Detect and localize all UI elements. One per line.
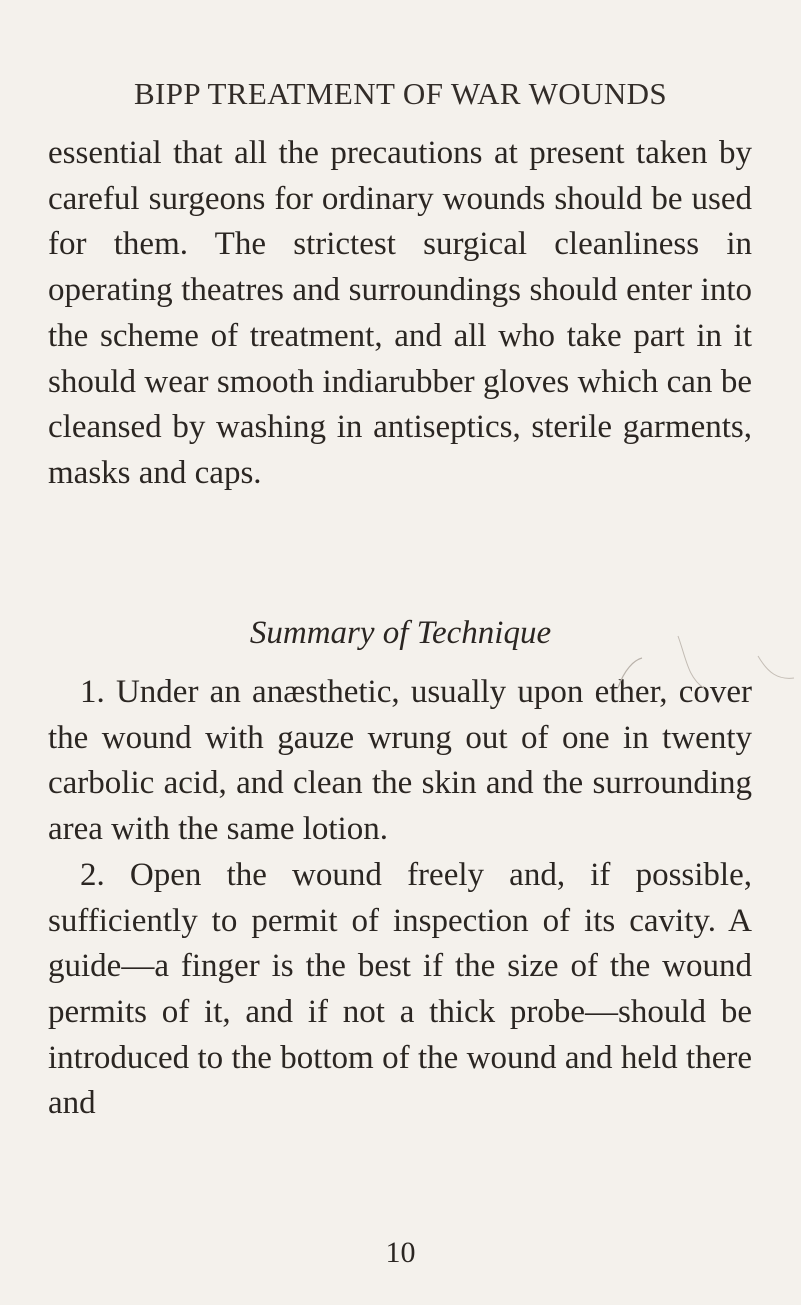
running-head: BIPP TREATMENT OF WAR WOUNDS — [133, 76, 668, 111]
technique-item-2: 2. Open the wound freely and, if possible, sufficiently to permit of inspection of its cavity. A guide—a finger is the best if the size of the wound permits of it, and if not a thick probe—should be introduced to the bottom of the wound and held there and — [48, 856, 752, 1122]
page-number: 10 — [385, 1236, 416, 1269]
technique-item-1: 1. Under an anæsthetic, usually upon ether, cover the wound with gauze wrung out of one in twenty carbolic acid, and clean the skin and the surrounding area with the same lotion. — [48, 674, 752, 848]
technique-list — [48, 670, 752, 1127]
intro-paragraph — [48, 131, 752, 497]
paragraph-text: essential that all the precautions at present taken by careful surgeons for ordinary wounds should be used for them. The strictest surgical cleanliness in operating theatres and surroundings should enter into the scheme of treatment, and all who take part in it should wear smooth indiarubber gloves which can be cleansed by washing in antiseptics, sterile garments, masks and caps. — [48, 135, 752, 491]
section-title: Summary of Technique — [249, 615, 552, 651]
